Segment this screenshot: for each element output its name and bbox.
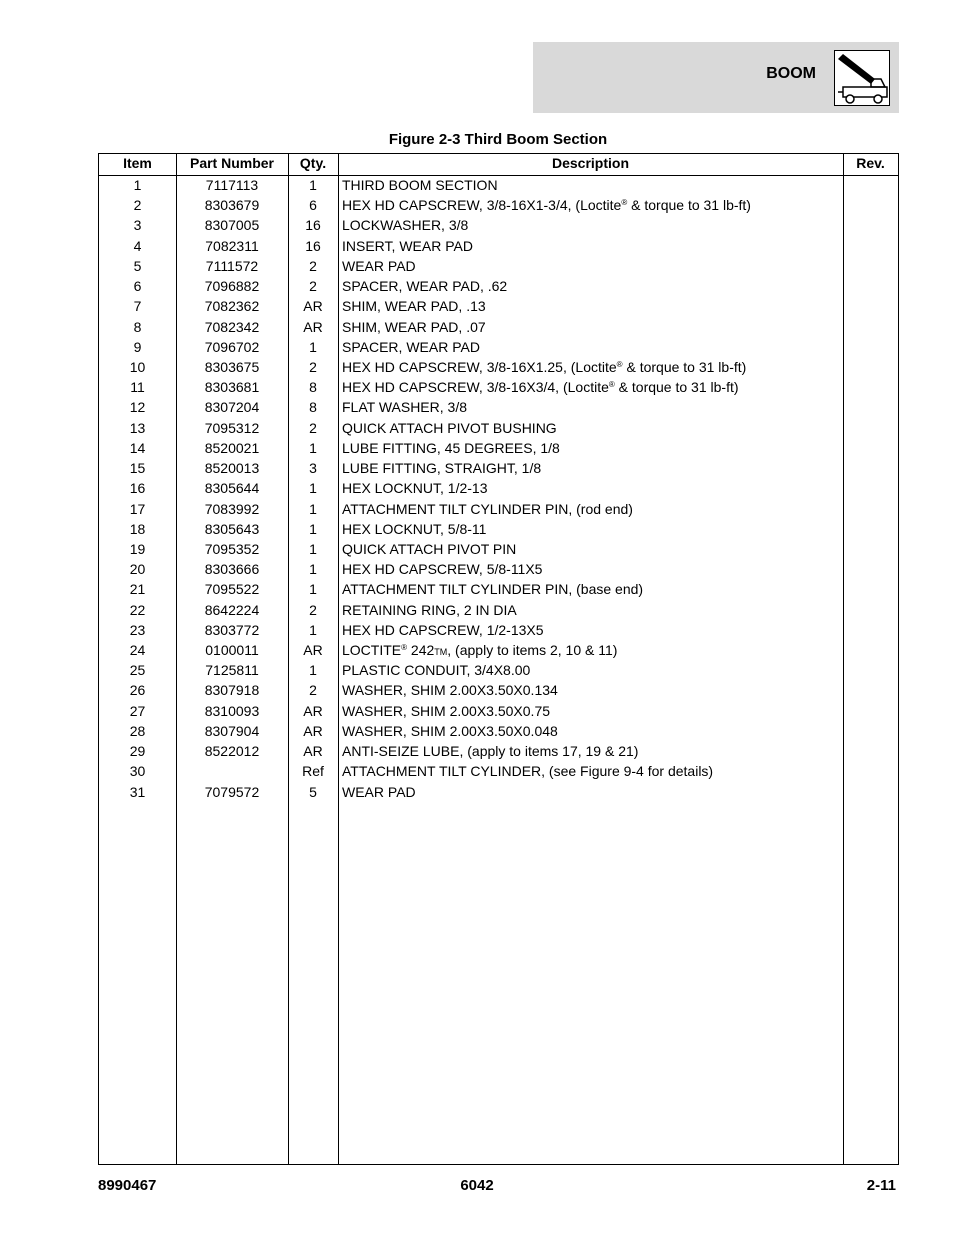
registered-mark: ® [621,198,628,208]
description-text: PLASTIC CONDUIT, 3/4X8.00 [342,662,531,679]
quantity: 2 [309,682,317,699]
table-row [99,277,898,297]
item-number: 7 [133,298,142,315]
table-row [99,419,898,439]
parts-table [98,153,899,1165]
item-number: 16 [129,480,146,497]
quantity: 1 [309,561,317,578]
item-number: 19 [129,540,146,557]
trademark-mark: TM [434,647,448,658]
part-number: 7125811 [205,662,259,679]
description [342,319,486,335]
document-number: 8990467 [98,1177,157,1194]
table-row [99,783,898,803]
description-text: & torque to 31 lb-ft) [627,197,751,214]
part-number: 8303681 [204,379,260,396]
description-text: SHIM, WEAR PAD, .07 [342,318,486,335]
description [342,501,633,517]
table-row [99,520,898,540]
description [342,217,468,233]
item-number: 28 [129,722,146,739]
table-row [99,378,898,398]
description [342,642,617,658]
description [342,420,557,436]
part-number: 0100011 [205,642,259,659]
column-header-qty: Qty. [299,155,327,171]
item-number: 26 [129,682,146,699]
item-number: 29 [129,743,146,760]
part-number: 8522012 [204,743,260,760]
description-text: , (apply to items 2, 10 & 11) [447,642,618,659]
quantity: 1 [309,581,317,598]
table-row [99,338,898,358]
boom-machine-icon [834,50,890,106]
description-text: HEX LOCKNUT, 5/8-11 [342,520,487,537]
description-text: QUICK ATTACH PIVOT BUSHING [342,419,557,436]
description-text: SPACER, WEAR PAD, .62 [342,278,508,295]
description-text: ATTACHMENT TILT CYLINDER PIN, (base end) [342,581,644,598]
quantity: Ref [302,763,324,780]
description-text: FLAT WASHER, 3/8 [342,399,467,416]
table-row [99,641,898,661]
quantity: 16 [305,217,321,234]
description-text: WEAR PAD [342,783,416,800]
description [342,723,558,739]
column-header-item: Item [123,155,152,171]
table-row [99,702,898,722]
quantity: 8 [309,399,317,416]
table-row [99,257,898,277]
quantity: 1 [309,621,317,638]
column-header-rev: Rev. [856,155,885,171]
part-number: 7083992 [204,500,260,517]
part-number: 8307204 [204,399,260,416]
description [342,561,542,577]
description [342,399,467,415]
table-row [99,560,898,580]
quantity: 2 [309,358,317,375]
description [342,602,517,618]
description [342,339,480,355]
quantity: 1 [309,338,317,355]
table-row [99,176,898,196]
item-number: 10 [129,358,146,375]
description-text: SPACER, WEAR PAD [342,338,480,355]
table-row [99,439,898,459]
description-text: WASHER, SHIM 2.00X3.50X0.048 [342,722,558,739]
item-number: 15 [129,460,146,477]
quantity: AR [303,743,323,760]
item-number: 1 [133,177,142,193]
item-number: 13 [129,419,146,436]
table-row [99,742,898,762]
part-number: 7095352 [204,540,260,557]
item-number: 25 [129,662,146,679]
description-text: LOCKWASHER, 3/8 [342,217,469,234]
part-number: 8305643 [204,520,260,537]
table-row [99,237,898,257]
description [342,238,473,254]
description [342,258,416,274]
description-text: ATTACHMENT TILT CYLINDER, (see Figure 9-4 for details) [342,763,714,780]
description [342,521,486,537]
quantity: 6 [309,197,317,214]
item-number: 3 [133,217,142,234]
part-number: 8520013 [204,460,260,477]
table-body [99,176,898,803]
description-text: HEX HD CAPSCREW, 1/2-13X5 [342,621,544,638]
table-row [99,621,898,641]
table-row [99,500,898,520]
description [342,440,560,456]
table-row [99,722,898,742]
quantity: 1 [309,662,317,679]
quantity: 1 [309,500,317,517]
quantity: 2 [309,601,317,618]
description [342,480,488,496]
quantity: AR [303,298,323,315]
table-row [99,601,898,621]
quantity: 1 [309,520,317,537]
quantity: AR [303,722,323,739]
table-row [99,297,898,317]
table-row [99,216,898,236]
quantity: AR [303,642,323,659]
table-row [99,540,898,560]
part-number: 8307005 [204,217,260,234]
item-number: 30 [129,763,146,780]
model-number: 6042 [460,1177,494,1194]
section-header-tab [533,42,899,113]
quantity: 2 [309,257,317,274]
column-header-part-number: Part Number [189,155,275,171]
table-row [99,459,898,479]
description-text: THIRD BOOM SECTION [342,177,498,193]
part-number: 7095522 [204,581,260,598]
description-text: & torque to 31 lb-ft) [622,358,747,375]
quantity: 3 [309,460,317,477]
quantity: 2 [309,419,317,436]
part-number: 7117113 [205,177,259,193]
column-header-description: Description [551,155,629,171]
item-number: 24 [129,642,146,659]
table-row [99,318,898,338]
description [342,460,541,476]
description-text: LOCTITE [342,642,402,659]
description-text: ATTACHMENT TILT CYLINDER PIN, (rod end) [342,500,633,517]
description-text: ANTI-SEIZE LUBE, (apply to items 17, 19 & 21) [342,743,639,760]
description [342,703,550,719]
description [342,682,558,698]
page-number: 2-11 [866,1177,896,1194]
part-number: 8642224 [204,601,260,618]
description-text: SHIM, WEAR PAD, .13 [342,298,486,315]
item-number: 27 [129,702,146,719]
quantity: 1 [309,439,317,456]
description-text: & torque to 31 lb-ft) [614,379,739,396]
description-text: HEX HD CAPSCREW, 5/8-11X5 [342,561,543,578]
item-number: 9 [133,338,142,355]
part-number: 8307904 [204,722,260,739]
description-text: LUBE FITTING, STRAIGHT, 1/8 [342,460,542,477]
quantity: 1 [309,177,317,193]
description [342,177,498,193]
item-number: 4 [133,237,142,254]
description-text: LUBE FITTING, 45 DEGREES, 1/8 [342,439,560,456]
description [342,662,530,678]
registered-mark: ® [608,380,615,390]
item-number: 20 [129,561,146,578]
quantity: 1 [309,480,317,497]
description [342,278,507,294]
registered-mark: ® [616,359,623,369]
description [342,197,751,213]
quantity: 5 [309,783,317,800]
description-text: HEX LOCKNUT, 1/2-13 [342,480,488,497]
part-number: 8303679 [204,197,260,214]
description-text: WASHER, SHIM 2.00X3.50X0.134 [342,682,558,699]
part-number: 7111572 [205,257,259,274]
item-number: 2 [133,197,142,214]
part-number: 7096702 [204,338,260,355]
description-text: QUICK ATTACH PIVOT PIN [342,540,517,557]
description [342,298,486,314]
quantity: 1 [309,540,317,557]
quantity: 16 [305,237,321,254]
table-row [99,398,898,418]
table-row [99,681,898,701]
description-text: INSERT, WEAR PAD [342,237,473,254]
section-title: BOOM [766,65,816,82]
part-number: 8310093 [204,702,260,719]
quantity: AR [303,702,323,719]
part-number: 8303666 [204,561,260,578]
item-number: 18 [129,520,146,537]
part-number: 8303772 [204,621,260,638]
description [342,763,713,779]
description [342,622,544,638]
part-number: 7079572 [204,783,260,800]
quantity: 2 [309,278,317,295]
description [342,784,416,800]
table-row [99,479,898,499]
item-number: 11 [130,379,145,396]
item-number: 5 [133,257,142,274]
item-number: 14 [129,439,146,456]
table-row [99,762,898,782]
description-text: HEX HD CAPSCREW, 3/8-16X1-3/4, (Loctite [342,197,622,214]
part-number: 7082342 [204,318,260,335]
description [342,379,739,395]
quantity: AR [303,318,323,335]
item-number: 12 [129,399,146,416]
part-number: 7095312 [204,419,260,436]
figure-title: Figure 2-3 Third Boom Section [388,131,608,148]
description-text: HEX HD CAPSCREW, 3/8-16X1.25, (Loctite [342,358,617,375]
description [342,581,643,597]
part-number: 8307918 [204,682,260,699]
item-number: 6 [133,278,142,295]
description-text: RETAINING RING, 2 IN DIA [342,601,517,618]
part-number: 8305644 [204,480,260,497]
item-number: 22 [129,601,146,618]
part-number: 7082362 [204,298,260,315]
table-row [99,358,898,378]
part-number: 7096882 [204,278,260,295]
table-row [99,196,898,216]
part-number: 7082311 [205,237,259,254]
description-text: HEX HD CAPSCREW, 3/8-16X3/4, (Loctite [342,379,609,396]
description [342,541,516,557]
part-number: 8520021 [204,439,260,456]
item-number: 31 [129,783,146,800]
registered-mark: ® [401,643,408,653]
description-text: WEAR PAD [342,257,416,274]
item-number: 21 [129,581,146,598]
quantity: 8 [309,379,317,396]
item-number: 23 [129,621,146,638]
table-row [99,580,898,600]
table-row [99,661,898,681]
description [342,359,746,375]
description [342,743,638,759]
item-number: 17 [129,500,146,517]
description-text: WASHER, SHIM 2.00X3.50X0.75 [342,702,551,719]
item-number: 8 [133,318,142,335]
description-text: 242 [407,642,435,659]
part-number: 8303675 [204,358,260,375]
